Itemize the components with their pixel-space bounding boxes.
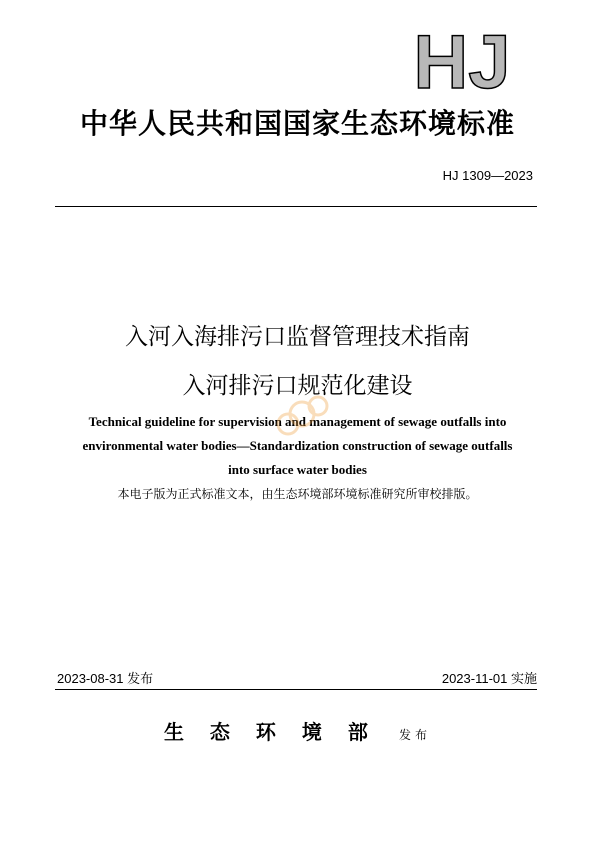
title-cn-line1: 入河入海排污口监督管理技术指南 [125,324,470,350]
effective-date: 2023-11-01 实施 [441,671,537,686]
hj-logo [402,26,522,94]
publisher-suffix: 发布 [399,728,432,742]
standard-number: HJ 1309—2023 [442,168,533,183]
publisher [0,716,595,745]
org-title: 中华人民共和国国家生态环境标准 [79,107,515,140]
issue-date: 2023-08-31 发布 [57,671,154,686]
title-en-line: into surface water bodies [228,462,367,477]
title-en [40,410,555,482]
publisher-name: 生态环境部 [163,720,394,744]
title-en-line: environmental water bodies—Standardization construction of sewage outfalls [82,438,513,453]
notice-text: 本电子版为正式标准文本，由生态环境部环境标准研究所审校排版。 [117,487,478,501]
top-divider [55,206,537,207]
title-en-line: Technical guideline for supervision and management of sewage outfalls into [88,414,507,429]
hj-logo-text: HJ [413,26,511,94]
title-cn-line2: 入河排污口规范化建设 [182,373,413,399]
bottom-divider [55,689,537,690]
